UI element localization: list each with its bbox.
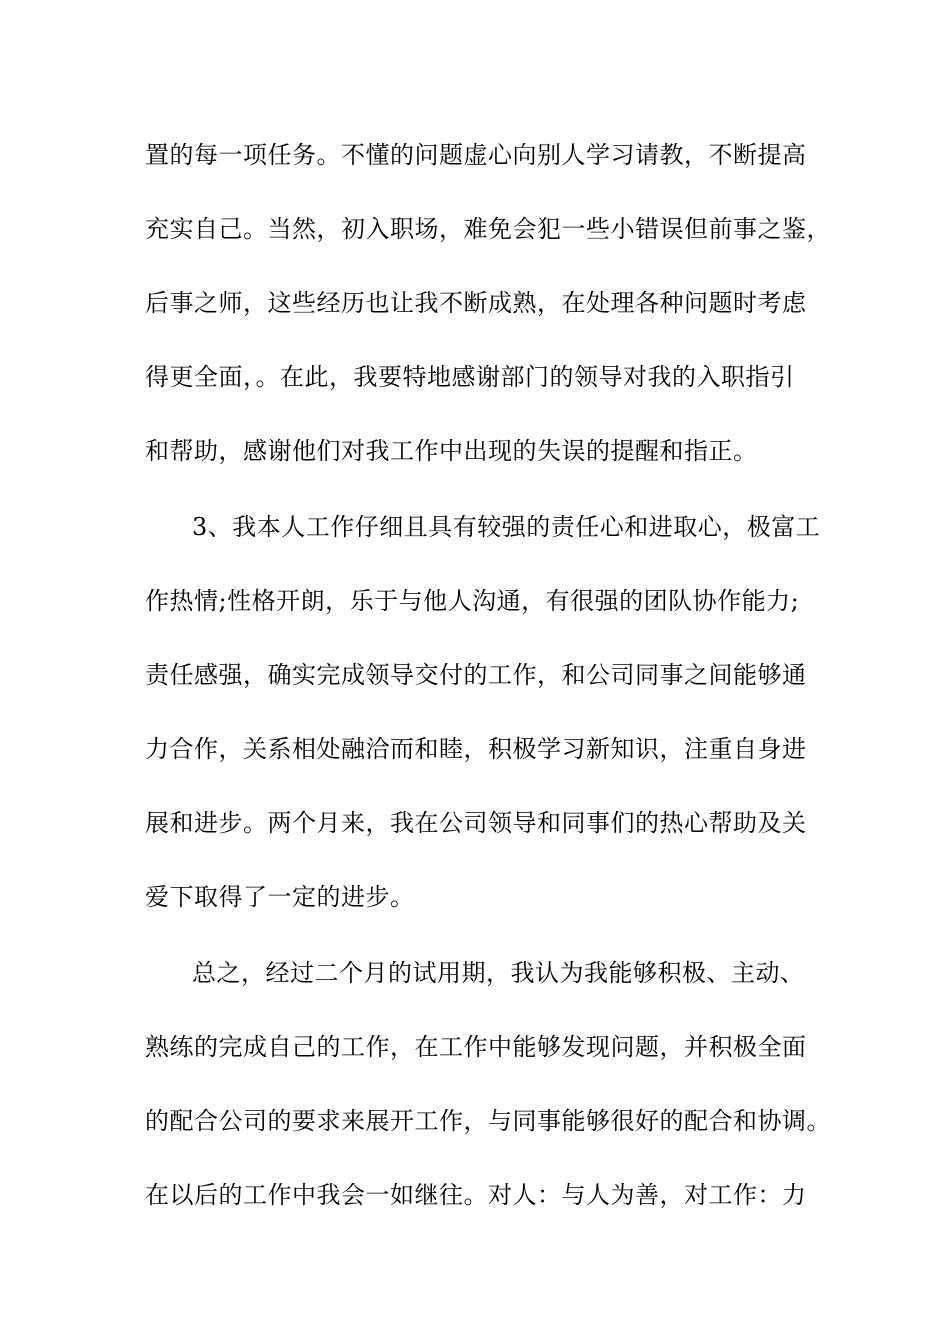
text-line: 作热情;性格开朗，乐于与他人沟通，有很强的团队协作能力; xyxy=(145,587,800,615)
paragraph-start-line: 总之，经过二个月的试用期，我认为我能够积极、主动、 xyxy=(192,959,805,987)
text-line: 在以后的工作中我会一如继往。对人：与人为善，对工作：力 xyxy=(145,1181,807,1209)
text-line: 的配合公司的要求来展开工作，与同事能够很好的配合和协调。 xyxy=(145,1107,831,1135)
text-line: 熟练的完成自己的工作，在工作中能够发现问题，并积极全面 xyxy=(145,1033,807,1061)
text-line: 后事之师，这些经历也让我不断成熟，在处理各种问题时考虑 xyxy=(145,289,807,317)
text-line: 爱下取得了一定的进步。 xyxy=(145,883,415,911)
text-line: 力合作，关系相处融洽而和睦，积极学习新知识，注重自身进 xyxy=(145,735,807,763)
text-line: 置的每一项任务。不懂的问题虚心向别人学习请教，不断提高 xyxy=(145,141,807,169)
text-line: 和帮助，感谢他们对我工作中出现的失误的提醒和指正。 xyxy=(145,437,758,465)
text-line: 展和进步。两个月来，我在公司领导和同事们的热心帮助及关 xyxy=(145,809,807,837)
text-line: 责任感强，确实完成领导交付的工作，和公司同事之间能够通 xyxy=(145,661,807,689)
text-line: 充实自己。当然，初入职场，难免会犯一些小错误但前事之鉴， xyxy=(145,215,831,243)
paragraph-start-line: 3、我本人工作仔细且具有较强的责任心和进取心，极富工 xyxy=(192,513,821,541)
text-line: 得更全面，。在此，我要特地感谢部门的领导对我的入职指引 xyxy=(145,363,795,391)
